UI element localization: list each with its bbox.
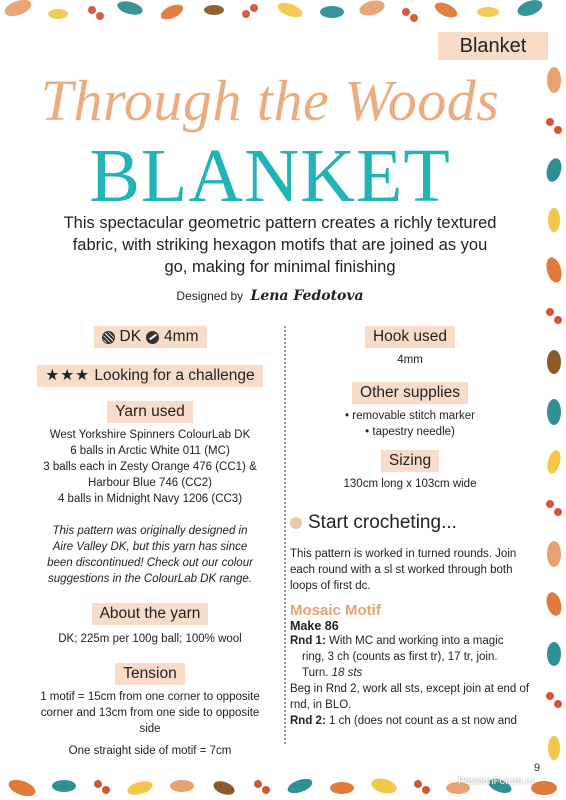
start-heading-text: Start crocheting... (308, 512, 457, 533)
note-line: Aire Valley DK, but this yarn has since (52, 540, 248, 553)
hook-size: 4mm (164, 328, 199, 345)
watermark: PassionForum.ru (458, 776, 535, 787)
other-supplies-label: Other supplies (352, 382, 468, 404)
left-column (30, 322, 270, 759)
note-line: suggestions in the ColourLab DK range. (48, 572, 252, 585)
rnd2 (290, 713, 530, 729)
rnd1 (290, 633, 530, 681)
tension-text (30, 689, 270, 737)
designer-by: Designed by (176, 289, 244, 303)
supply-item: • removable stitch marker (345, 410, 475, 422)
challenge-text: Looking for a challenge (94, 366, 255, 384)
start-text: This pattern is worked in turned rounds. Join each round with a sl st worked through both loops of first dc. (290, 548, 517, 592)
make-count: Make 86 (290, 619, 339, 633)
yarn-note (30, 523, 270, 587)
rnd1-turn: Turn. (302, 667, 329, 679)
right-column (290, 322, 530, 729)
page-title: BLANKET (89, 134, 451, 218)
about-yarn-text: DK; 225m per 100g ball; 100% wool (58, 632, 242, 645)
top-leaf-border (0, 0, 566, 26)
start-crocheting-heading (290, 512, 530, 534)
yarn-spec-pill (94, 326, 207, 348)
tension-label: Tension (115, 663, 184, 685)
tension-line: corner and 13cm from one side to opposite side (40, 706, 260, 735)
rnd1-cont: ring, 3 ch (counts as first tr), 17 tr, join. (302, 651, 498, 663)
column-divider (284, 326, 286, 744)
difficulty-stars: ★★★ (45, 366, 91, 384)
challenge-pill (37, 365, 262, 387)
right-leaf-border (540, 60, 566, 772)
note-line: This pattern was originally designed in (52, 524, 248, 537)
about-yarn-label: About the yarn (92, 603, 209, 625)
rnd1-label: Rnd 1: (290, 635, 326, 647)
rnd2-text: 1 ch (does not count as a st now and (328, 715, 517, 727)
yarn-ball-icon (102, 331, 115, 344)
yarn-used-list (30, 427, 270, 507)
note-line: been discontinued! Check out our colour (47, 556, 253, 569)
sizing-label: Sizing (381, 450, 439, 472)
yarn-line: 4 balls in Midnight Navy 1206 (CC3) (57, 492, 243, 505)
rnd1-sts: 18 sts (331, 667, 363, 679)
motif-heading: Mosaic Motif (290, 602, 381, 619)
designer-name: Lena Fedotova (250, 288, 364, 304)
intro-text: This spectacular geometric pattern creates a richly textured fabric, with striking hexagon motifs that are joined as you go, making for minimal finishing (63, 214, 497, 276)
rnd1-text: With MC and working into a magic (328, 635, 504, 647)
yarn-line: Harbour Blue 746 (CC2) (87, 476, 212, 489)
yarn-line: West Yorkshire Spinners ColourLab DK (49, 428, 251, 441)
supplies-list (290, 408, 530, 440)
rnd2-label: Rnd 2: (290, 715, 326, 727)
yarn-line: 3 balls each in Zesty Orange 476 (CC1) & (43, 460, 257, 473)
hook-used-value: 4mm (397, 354, 423, 366)
yarn-weight: DK (119, 328, 142, 345)
tension-line: 1 motif = 15cm from one corner to opposite (40, 690, 260, 703)
bullet-dot-icon (290, 517, 302, 529)
page-number: 9 (534, 762, 541, 774)
tension-extra: One straight side of motif = 7cm (68, 744, 232, 757)
hook-used-label: Hook used (365, 326, 455, 348)
section-tag: Blanket (438, 32, 548, 60)
yarn-line: 6 balls in Arctic White 011 (MC) (70, 444, 230, 457)
supply-item: • tapestry needle) (365, 426, 455, 438)
designer-credit (0, 288, 540, 304)
title-script: Through the Woods (40, 68, 500, 133)
hook-icon (146, 331, 159, 344)
rnd-begin-note: Beg in Rnd 2, work all sts, except join at end of rnd, in BLO. (290, 683, 530, 711)
sizing-value: 130cm long x 103cm wide (343, 478, 477, 490)
yarn-used-label: Yarn used (107, 401, 193, 423)
